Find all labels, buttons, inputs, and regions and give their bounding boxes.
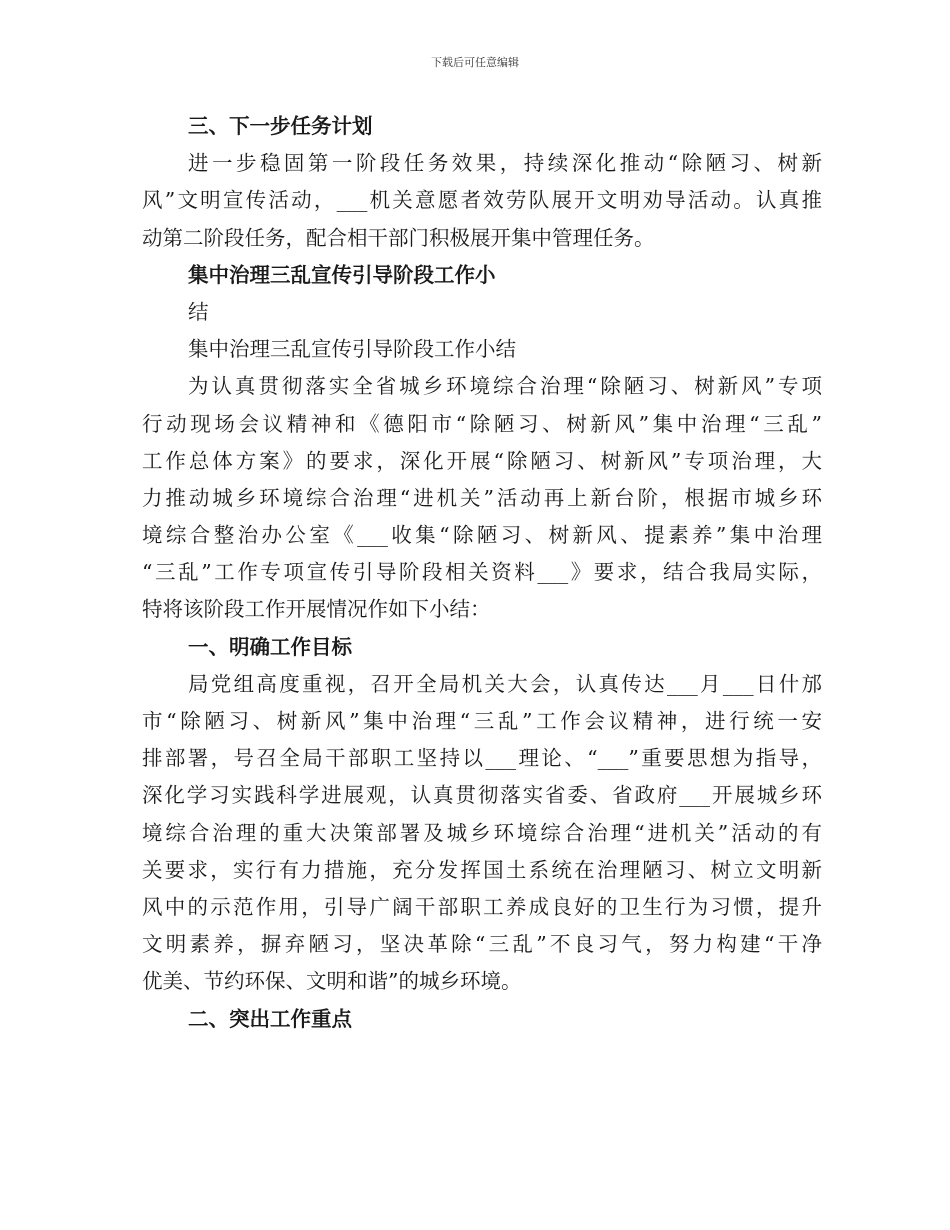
paragraph-line: “三乱”工作专项宣传引导阶段相关资料___》要求，结合我局实际， <box>142 560 822 585</box>
section-heading-3: 三、下一步任务计划 <box>188 114 373 138</box>
document-title-continuation: 结 <box>188 299 209 324</box>
paragraph-line: 局党组高度重视，召开全局机关大会，认真传达___月___日什邡 <box>188 671 822 696</box>
paragraph-line: 排部署，号召全局干部职工坚持以___理论、“___”重要思想为指导， <box>142 746 822 771</box>
paragraph-line: 特将该阶段工作开展情况作如下小结： <box>142 597 491 622</box>
paragraph-line: 动第二阶段任务，配合相干部门积极展开集中管理任务。 <box>142 225 655 250</box>
document-subtitle: 集中治理三乱宣传引导阶段工作小结 <box>188 337 516 362</box>
section-heading-1: 一、明确工作目标 <box>188 634 352 659</box>
paragraph-line: 境综合治理的重大决策部署及城乡环境综合治理“进机关”活动的有 <box>142 820 822 845</box>
paragraph-line: 力推动城乡环境综合治理“进机关”活动再上新台阶，根据市城乡环 <box>142 485 822 510</box>
page-header: 下载后可任意编辑 <box>431 56 519 69</box>
paragraph-line: 优美、节约环保、文明和谐”的城乡环境。 <box>142 969 522 994</box>
paragraph-line: 深化学习实践科学进展观，认真贯彻落实省委、省政府___开展城乡环 <box>142 783 822 808</box>
paragraph-line: 为认真贯彻落实全省城乡环境综合治理“除陋习、树新风”专项 <box>188 374 822 399</box>
paragraph-line: 文明素养，摒弃陋习，坚决革除“三乱”不良习气，努力构建“干净 <box>142 932 822 957</box>
paragraph-line: 市“除陋习、树新风”集中治理“三乱”工作会议精神，进行统一安 <box>142 709 822 733</box>
paragraph-line: 境综合整治办公室《___收集“除陋习、树新风、提素养”集中治理 <box>142 523 822 548</box>
document-body <box>142 108 822 1038</box>
section-heading-2: 二、突出工作重点 <box>188 1006 352 1031</box>
paragraph-line: 风”文明宣传活动，___机关意愿者效劳队展开文明劝导活动。认真推 <box>142 188 822 213</box>
paragraph-line: 关要求，实行有力措施，充分发挥国土系统在治理陋习、树立文明新 <box>142 857 822 882</box>
paragraph-line: 行动现场会议精神和《德阳市“除陋习、树新风”集中治理“三乱” <box>142 411 822 436</box>
paragraph-line: 进一步稳固第一阶段任务效果，持续深化推动“除陋习、树新 <box>188 151 822 176</box>
document-title: 集中治理三乱宣传引导阶段工作小 <box>188 262 496 287</box>
paragraph-line: 风中的示范作用，引导广阔干部职工养成良好的卫生行为习惯，提升 <box>142 894 822 919</box>
paragraph-line: 工作总体方案》的要求，深化开展“除陋习、树新风”专项治理，大 <box>142 448 822 473</box>
